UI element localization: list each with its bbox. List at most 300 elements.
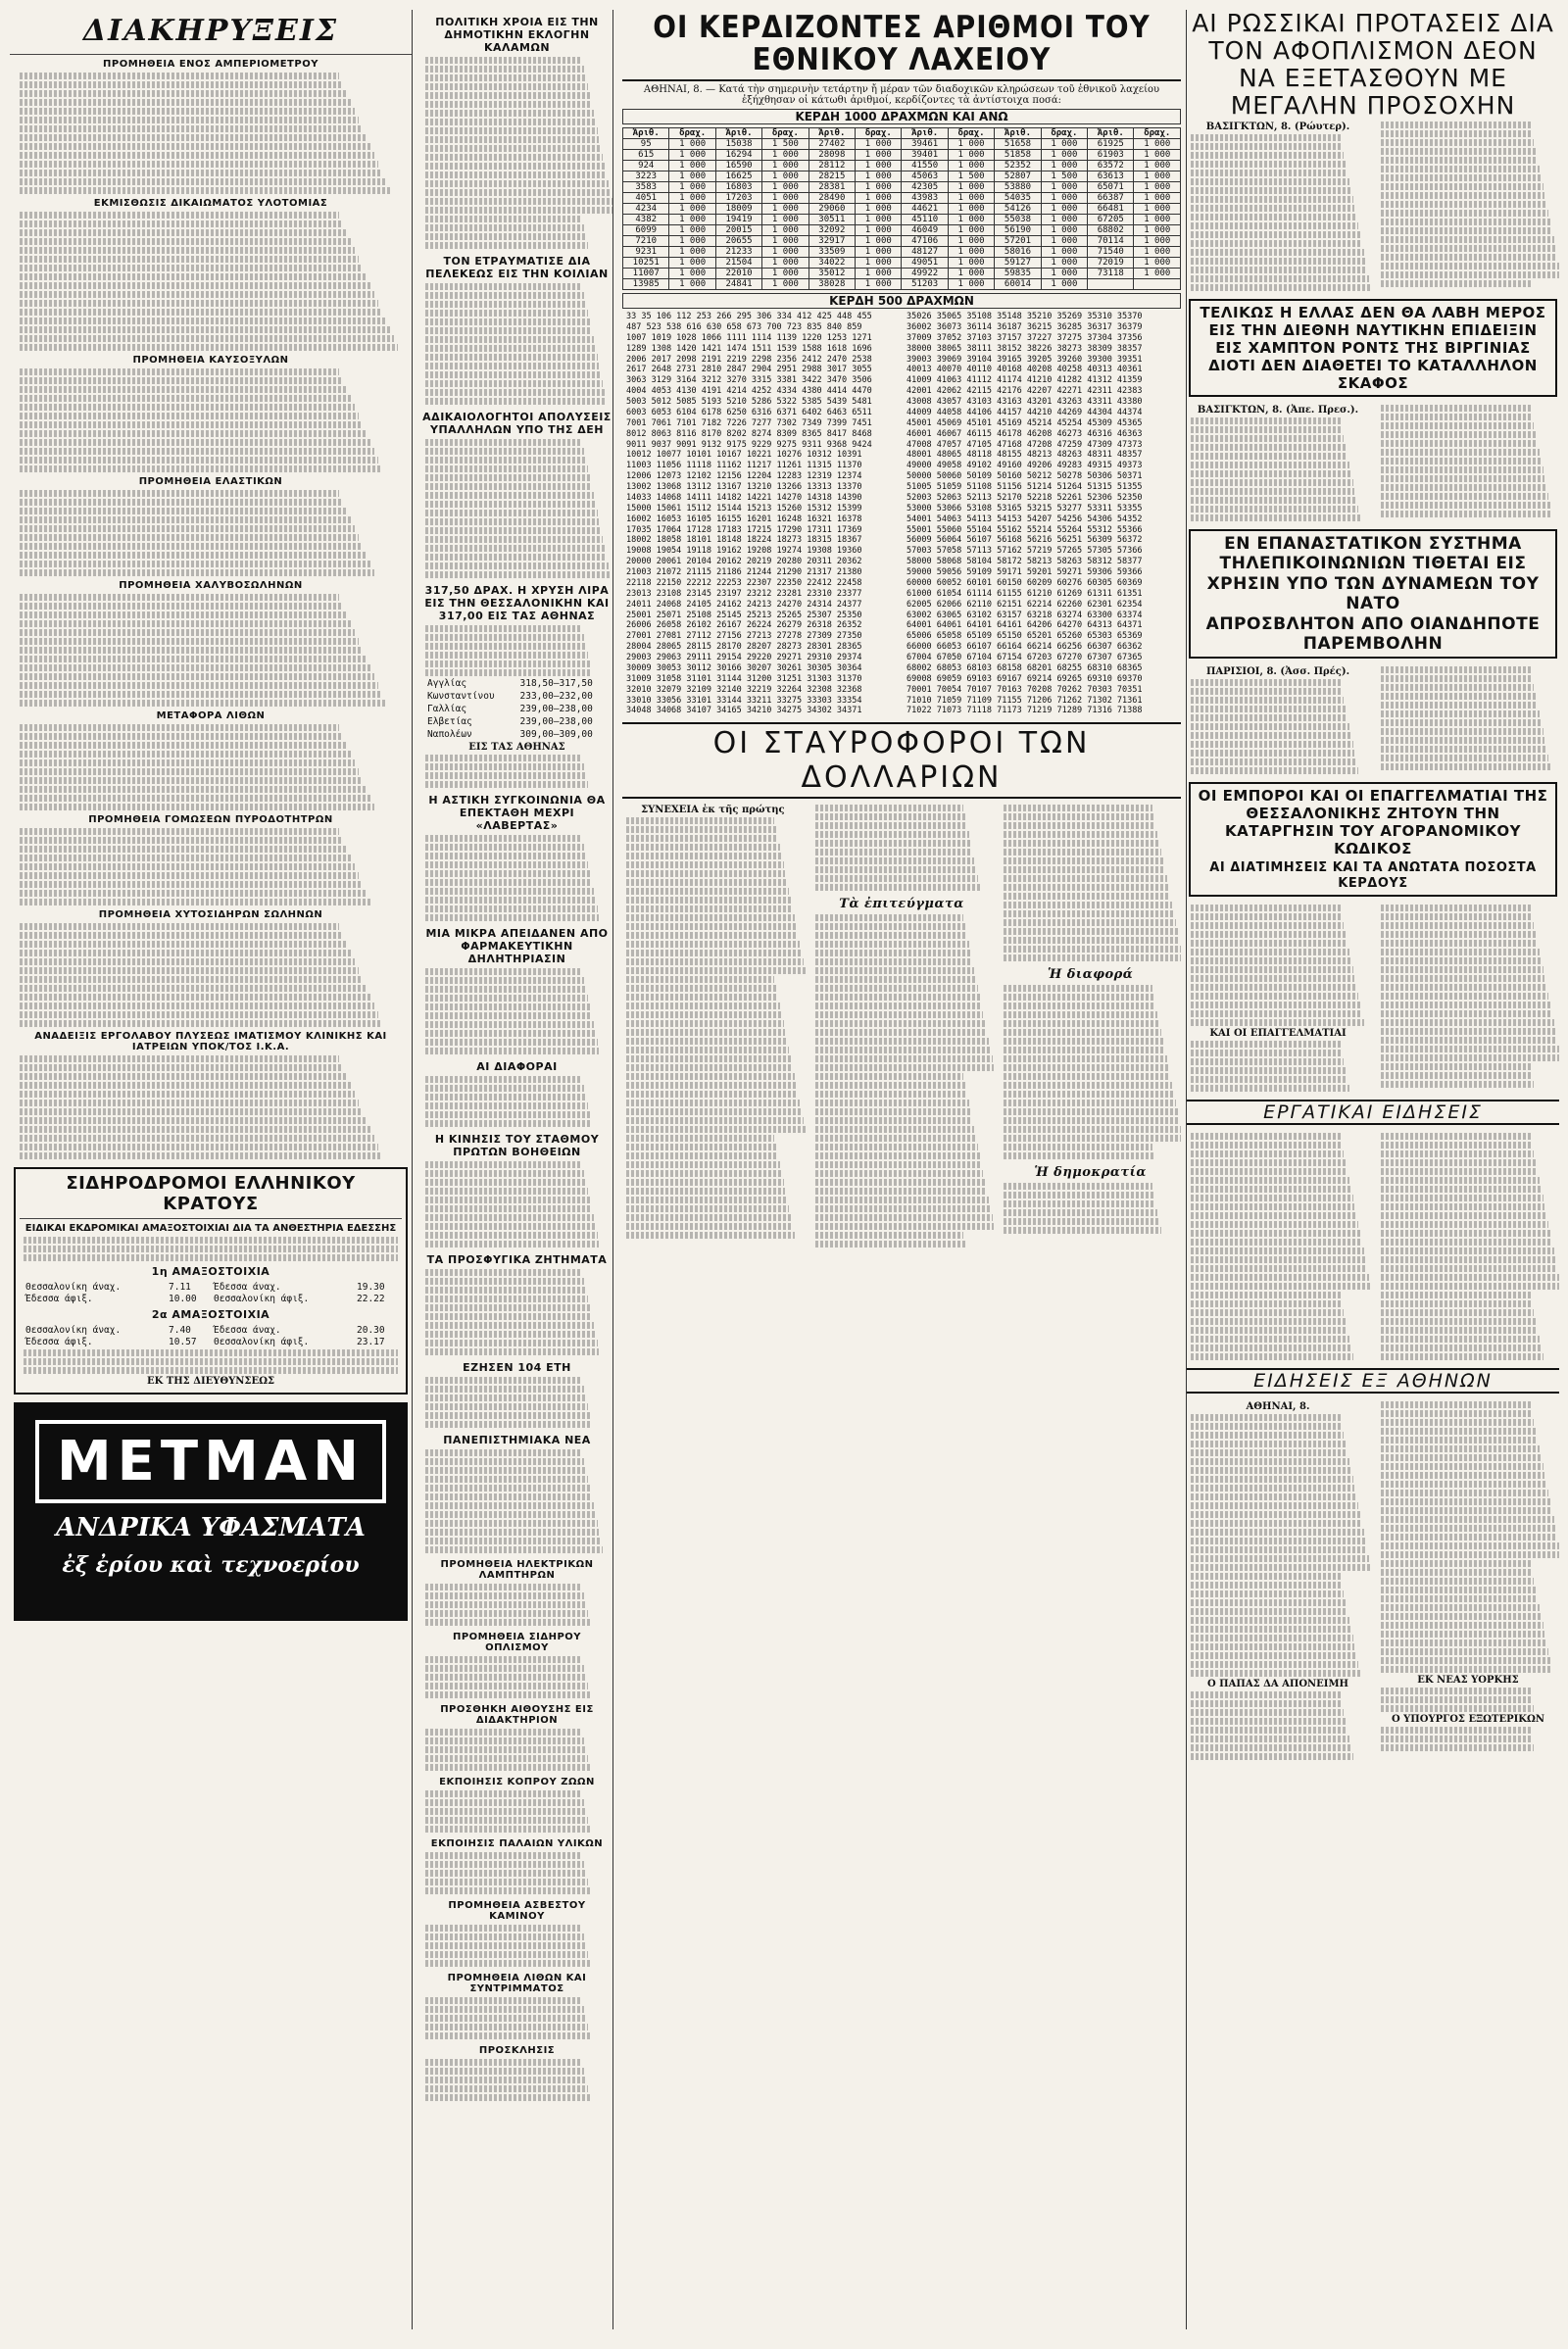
text-line bbox=[1381, 1010, 1552, 1017]
nato-subheadline: ΑΠΡΟΣΒΛΗΤΟΝ ΑΠΟ ΟΙΑΝΔΗΠΟΤΕ ΠΑΡΕΜΒΟΛΗΝ bbox=[1205, 613, 1541, 654]
number-line: 57003 57058 57113 57162 57219 57265 57305 57366 bbox=[906, 546, 1143, 557]
text-line bbox=[1191, 488, 1354, 495]
text-line bbox=[626, 914, 795, 921]
text-line bbox=[20, 552, 367, 559]
text-line bbox=[425, 163, 605, 170]
table-row bbox=[623, 161, 1181, 171]
notice-item bbox=[16, 476, 406, 576]
number-line: 5003 5012 5085 5193 5210 5286 5322 5385 5439 5481 bbox=[626, 397, 872, 408]
text-line bbox=[815, 1197, 989, 1203]
table-cell: 1 000 bbox=[669, 161, 715, 171]
text-line bbox=[1381, 1463, 1544, 1470]
text-line bbox=[626, 853, 782, 859]
column-b-notice: ΠΡΟΣΚΛΗΣΙΣ bbox=[478, 2045, 556, 2056]
text-line bbox=[1191, 1617, 1349, 1624]
text-line bbox=[425, 1619, 590, 1626]
text-line bbox=[815, 1073, 963, 1080]
text-line bbox=[425, 171, 607, 178]
text-line bbox=[815, 1223, 995, 1230]
text-line bbox=[20, 81, 343, 88]
text-line bbox=[20, 187, 390, 194]
table-cell: 1 000 bbox=[948, 193, 994, 204]
text-line bbox=[20, 1011, 378, 1018]
text-line bbox=[1191, 1248, 1364, 1254]
table-cell: 1 000 bbox=[762, 150, 808, 161]
merchants-box bbox=[1189, 782, 1557, 896]
table-cell: 39461 bbox=[902, 139, 948, 150]
table-cell: 59835 bbox=[995, 269, 1041, 279]
text-line bbox=[1381, 1401, 1531, 1408]
text-line bbox=[20, 863, 355, 870]
table-cell: 56190 bbox=[995, 225, 1041, 236]
text-line bbox=[20, 318, 386, 324]
text-line bbox=[425, 483, 592, 490]
text-line bbox=[626, 1232, 795, 1239]
table-cell: 63613 bbox=[1088, 171, 1134, 182]
text-line bbox=[1381, 675, 1532, 682]
text-line bbox=[425, 1223, 596, 1230]
text-line bbox=[1191, 161, 1346, 168]
number-line: 67004 67050 67104 67154 67203 67270 67307 67365 bbox=[906, 653, 1143, 663]
table-cell: 1 000 bbox=[1041, 279, 1087, 290]
text-line bbox=[815, 831, 969, 838]
text-line bbox=[1381, 1587, 1536, 1593]
number-line: 53000 53066 53108 53165 53215 53277 53311 53355 bbox=[906, 503, 1143, 514]
text-line bbox=[1191, 1608, 1348, 1615]
text-line bbox=[20, 967, 359, 974]
table-cell: 1 000 bbox=[1041, 269, 1087, 279]
text-line bbox=[1381, 693, 1536, 700]
text-line bbox=[20, 534, 359, 541]
table-cell: 1 500 bbox=[1041, 171, 1087, 182]
text-line bbox=[425, 870, 590, 877]
table-cell: 1 000 bbox=[856, 193, 902, 204]
notices-list bbox=[10, 59, 412, 1159]
table-cell: 1 000 bbox=[856, 279, 902, 290]
table-cell: 34022 bbox=[808, 258, 855, 269]
table-cell: 3223 bbox=[623, 171, 669, 182]
text-line bbox=[1191, 1353, 1353, 1360]
table-cell: 1 000 bbox=[1041, 139, 1087, 150]
crusaders-sub-3: Ἡ δημοκρατία bbox=[1034, 1165, 1147, 1181]
text-line bbox=[425, 371, 601, 378]
lottery-headline: ΟΙ ΚΕΡΔΙΖΟΝΤΕΣ ΑΡΙΘΜΟΙ ΤΟΥ ΕΘΝΙΚΟΥ ΛΑΧΕΙΟΥ bbox=[622, 10, 1181, 81]
text-line bbox=[1004, 1029, 1161, 1036]
text-line bbox=[1004, 1200, 1155, 1207]
text-line bbox=[815, 840, 971, 847]
text-line bbox=[20, 212, 339, 219]
notice-title: ΠΡΟΜΗΘΕΙΑ ΚΑΥΣΟΞΥΛΩΝ bbox=[132, 355, 289, 366]
text-line bbox=[1191, 741, 1353, 748]
text-line bbox=[1004, 910, 1174, 917]
notice-item bbox=[16, 909, 406, 1027]
text-line bbox=[1191, 205, 1354, 212]
table-cell: 54035 bbox=[995, 193, 1041, 204]
text-line bbox=[1381, 728, 1544, 735]
timetable-1: Θεσσαλονίκη άναχ. 7.11 Έδεσσα άναχ. 19.30 Έδεσσα άφιξ. 10.00 Θεσσαλονίκη άφιξ. 22.22 bbox=[25, 1282, 385, 1304]
text-line bbox=[626, 932, 798, 939]
table-cell: 1 000 bbox=[669, 139, 715, 150]
number-line: 7001 7061 7101 7182 7226 7277 7302 7349 7399 7451 bbox=[626, 417, 872, 428]
notice-item bbox=[16, 580, 406, 707]
text-line bbox=[1191, 1691, 1341, 1698]
prize-1000-heading: ΚΕΡΔΗ 1000 ΔΡΑΧΜΩΝ ΚΑΙ ΑΝΩ bbox=[622, 109, 1181, 124]
text-line bbox=[1191, 134, 1341, 141]
text-line bbox=[20, 178, 386, 185]
table-header: Ἀριθ. bbox=[1088, 128, 1134, 139]
table-cell: 20655 bbox=[715, 236, 761, 247]
text-line bbox=[1381, 1309, 1534, 1316]
table-cell: 1 000 bbox=[1134, 193, 1181, 204]
column-lottery bbox=[622, 10, 1181, 2329]
number-line: 11003 11056 11118 11162 11217 11261 11315 11370 bbox=[626, 461, 862, 471]
table-cell: 1 000 bbox=[856, 225, 902, 236]
text-line bbox=[20, 985, 367, 992]
table-cell: 1 000 bbox=[762, 161, 808, 171]
text-line bbox=[1381, 1595, 1538, 1602]
table-cell: 67205 bbox=[1088, 215, 1134, 225]
text-line bbox=[626, 1047, 789, 1053]
text-line bbox=[626, 1020, 784, 1027]
text-line bbox=[425, 2077, 586, 2083]
number-line: 20000 20061 20104 20162 20219 20280 20311 20362 bbox=[626, 557, 862, 567]
newspaper-page bbox=[10, 10, 1558, 2329]
table-cell: 54126 bbox=[995, 204, 1041, 215]
text-line bbox=[815, 866, 976, 873]
number-line: 13002 13068 13112 13167 13210 13266 13313 13370 bbox=[626, 482, 862, 493]
text-line bbox=[425, 145, 601, 152]
text-line bbox=[425, 1205, 592, 1212]
text-line bbox=[1191, 417, 1341, 424]
column-b-headline: Η ΚΙΝΗΣΙΣ ΤΟΥ ΣΤΑΘΜΟΥ ΠΡΩΤΩΝ ΒΟΗΘΕΙΩΝ bbox=[434, 1133, 600, 1158]
text-line bbox=[425, 1790, 582, 1797]
text-line bbox=[626, 941, 800, 948]
text-line bbox=[425, 1485, 590, 1492]
text-line bbox=[425, 1021, 594, 1028]
text-line bbox=[626, 888, 789, 895]
text-line bbox=[815, 1091, 967, 1098]
text-line bbox=[1004, 1038, 1163, 1045]
text-line bbox=[20, 881, 363, 888]
table-cell: 18009 bbox=[715, 204, 761, 215]
table-cell: 41550 bbox=[902, 161, 948, 171]
text-line bbox=[1381, 139, 1534, 146]
crusaders-col-3 bbox=[1000, 803, 1181, 1249]
text-line bbox=[425, 634, 584, 641]
text-line bbox=[1191, 679, 1341, 686]
text-line bbox=[425, 1511, 596, 1518]
number-line: 34048 34068 34107 34165 34210 34275 34302 34371 bbox=[626, 706, 862, 716]
text-line bbox=[425, 318, 590, 325]
text-line bbox=[1381, 702, 1538, 709]
text-line bbox=[1381, 263, 1559, 269]
text-line bbox=[425, 1102, 588, 1109]
crusaders-article bbox=[622, 803, 1181, 1249]
text-line bbox=[1191, 1221, 1358, 1228]
notice-title: ΕΚΜΙΣΘΩΣΙΣ ΔΙΚΑΙΩΜΑΤΟΣ ΥΛΟΤΟΜΙΑΣ bbox=[93, 198, 328, 209]
number-line: 51005 51059 51108 51156 51214 51264 51315 51355 bbox=[906, 482, 1143, 493]
text-line bbox=[1381, 1327, 1538, 1334]
table-cell: 1 000 bbox=[856, 269, 902, 279]
text-line bbox=[1191, 1476, 1353, 1483]
text-line bbox=[1004, 849, 1161, 856]
table-cell: 1 000 bbox=[948, 225, 994, 236]
text-line bbox=[1191, 1582, 1342, 1589]
text-line bbox=[20, 855, 351, 861]
text-line bbox=[1381, 1159, 1536, 1166]
text-line bbox=[815, 805, 963, 811]
text-line bbox=[1381, 922, 1534, 929]
text-line bbox=[425, 1493, 592, 1500]
text-line bbox=[1191, 1485, 1354, 1492]
lottery-lead: ΑΘΗΝΑΙ, 8. — Κατά τὴν σημερινὴν τετάρτην ἤ μέραν τῶν διαδοχικῶν κληρώσεων τοῦ ἐθνικοῦ λαχείου ἐξήχθησαν οἱ κάτωθι ἀριθμοί, κερδίζοντες τὰ ἀντίστοιχα ποσά: bbox=[643, 84, 1160, 107]
text-line bbox=[20, 404, 355, 411]
text-line bbox=[425, 180, 609, 187]
number-line: 2006 2017 2098 2191 2219 2298 2356 2412 2470 2538 bbox=[626, 354, 872, 365]
text-line bbox=[425, 1094, 586, 1101]
table-cell: 1 000 bbox=[1041, 215, 1087, 225]
text-line bbox=[1191, 1133, 1341, 1140]
text-line bbox=[815, 1179, 986, 1186]
text-line bbox=[425, 74, 586, 81]
text-line bbox=[1191, 435, 1344, 442]
text-line bbox=[425, 1529, 599, 1536]
text-line bbox=[425, 1278, 584, 1285]
table-cell: 1 000 bbox=[1134, 139, 1181, 150]
text-line bbox=[425, 1412, 590, 1419]
table-cell: 38028 bbox=[808, 279, 855, 290]
text-line bbox=[1381, 1744, 1534, 1751]
table-cell: 70114 bbox=[1088, 236, 1134, 247]
text-line bbox=[1191, 1203, 1354, 1210]
number-line: 38000 38065 38111 38152 38226 38273 38309 38357 bbox=[906, 343, 1143, 354]
text-line bbox=[425, 1287, 586, 1294]
text-line bbox=[425, 1960, 590, 1967]
number-line: 36002 36073 36114 36187 36215 36285 36317 36379 bbox=[906, 321, 1143, 332]
text-line bbox=[425, 1188, 588, 1195]
text-line bbox=[425, 545, 605, 552]
text-line bbox=[1191, 1159, 1346, 1166]
number-line: 6003 6053 6104 6178 6250 6316 6371 6402 6463 6511 bbox=[626, 407, 872, 417]
notice-item bbox=[16, 814, 406, 905]
number-line: 70001 70054 70107 70163 70208 70262 70303 70351 bbox=[906, 684, 1143, 695]
text-line bbox=[1191, 143, 1342, 150]
table-header: δραχ. bbox=[762, 128, 808, 139]
table-cell: 1 000 bbox=[1134, 171, 1181, 182]
number-line: 19008 19054 19118 19162 19208 19274 19308 19360 bbox=[626, 546, 862, 557]
table-cell: 1 000 bbox=[762, 225, 808, 236]
table-header: δραχ. bbox=[948, 128, 994, 139]
table-cell: 4382 bbox=[623, 215, 669, 225]
railway-first-train: 1η ΑΜΑΞΟΣΤΟΙΧΙΑ bbox=[151, 1265, 270, 1278]
text-line bbox=[425, 2059, 582, 2066]
text-line bbox=[425, 380, 603, 387]
number-line: 65006 65058 65109 65150 65201 65260 65303 65369 bbox=[906, 631, 1143, 642]
text-line bbox=[425, 1313, 592, 1320]
text-line bbox=[1004, 919, 1175, 926]
table-cell: 61903 bbox=[1088, 150, 1134, 161]
table-cell: 6099 bbox=[623, 225, 669, 236]
table-cell: 615 bbox=[623, 150, 669, 161]
table-cell: 20015 bbox=[715, 225, 761, 236]
table-cell: 28215 bbox=[808, 171, 855, 182]
winners-table bbox=[622, 127, 1181, 290]
column-b-headline: ΠΑΝΕΠΙΣΤΗΜΙΑΚΑ ΝΕΑ bbox=[443, 1434, 591, 1446]
text-line bbox=[425, 669, 592, 676]
text-line bbox=[1381, 166, 1540, 172]
text-line bbox=[815, 1020, 986, 1027]
text-line bbox=[815, 1126, 975, 1133]
table-cell: 63572 bbox=[1088, 161, 1134, 171]
text-line bbox=[20, 768, 359, 775]
number-line: 10012 10077 10101 10167 10221 10276 10312 10391 bbox=[626, 450, 862, 461]
text-line bbox=[425, 1322, 594, 1329]
table-cell: 24841 bbox=[715, 279, 761, 290]
text-line bbox=[20, 673, 374, 680]
text-line bbox=[1381, 1037, 1557, 1044]
text-line bbox=[1191, 984, 1356, 991]
text-line bbox=[1381, 1300, 1532, 1307]
text-line bbox=[425, 301, 586, 308]
text-line bbox=[425, 363, 599, 369]
number-line: 33 35 106 112 253 266 295 306 334 412 425 448 455 bbox=[626, 312, 872, 322]
text-line bbox=[1381, 1437, 1538, 1444]
table-cell: 60014 bbox=[995, 279, 1041, 290]
text-line bbox=[425, 1232, 598, 1239]
table-cell bbox=[1088, 279, 1134, 290]
table-cell: 16625 bbox=[715, 171, 761, 182]
text-line bbox=[1381, 1239, 1552, 1246]
table-cell: 1 000 bbox=[948, 279, 994, 290]
text-line bbox=[425, 2015, 586, 2022]
text-line bbox=[1381, 1498, 1550, 1505]
text-line bbox=[1381, 130, 1532, 137]
table-cell: 1 000 bbox=[1134, 258, 1181, 269]
number-line: 44009 44058 44106 44157 44210 44269 44304 44374 bbox=[906, 407, 1143, 417]
text-line bbox=[1381, 1551, 1559, 1558]
text-line bbox=[1381, 1186, 1542, 1193]
crusaders-col-2 bbox=[811, 803, 993, 1249]
text-line bbox=[1381, 1019, 1554, 1026]
text-line bbox=[1381, 949, 1540, 955]
text-line bbox=[1004, 805, 1152, 811]
number-line: 8012 8063 8116 8170 8202 8274 8309 8365 8417 8468 bbox=[626, 428, 872, 439]
text-line bbox=[1381, 1666, 1552, 1673]
table-cell: 11007 bbox=[623, 269, 669, 279]
text-line bbox=[1191, 1239, 1362, 1246]
text-line bbox=[20, 291, 374, 298]
text-line bbox=[425, 625, 582, 632]
prize-500-heading: ΚΕΡΔΗ 500 ΔΡΑΧΜΩΝ bbox=[622, 293, 1181, 309]
text-line bbox=[626, 844, 780, 851]
bottom-item-3: Ο ΥΠΟΥΡΓΟΣ ΕΞΩΤΕΡΙΚΩΝ bbox=[1391, 1713, 1545, 1725]
column-b-headline: ΑΙ ΔΙΑΦΟΡΑΙ bbox=[476, 1060, 558, 1073]
text-line bbox=[815, 914, 963, 921]
text-line bbox=[1381, 1195, 1544, 1201]
text-line bbox=[1381, 1631, 1544, 1638]
table-cell: 1 000 bbox=[948, 236, 994, 247]
column-b-headline: ΜΙΑ ΜΙΚΡΑ ΑΠΕΙΔΑΝΕΝ ΑΠΟ ΦΑΡΜΑΚΕΥΤΙΚΗΝ ΔΗΛΗΤΗΡΙΑΣΙΝ bbox=[425, 927, 609, 965]
text-line bbox=[1381, 755, 1548, 761]
text-line bbox=[1381, 684, 1534, 691]
number-line: 48001 48065 48118 48155 48213 48263 48311 48357 bbox=[906, 450, 1143, 461]
text-line bbox=[1191, 258, 1366, 265]
number-line: 23013 23108 23145 23197 23212 23281 23310 23377 bbox=[626, 588, 862, 599]
text-line bbox=[1381, 1613, 1542, 1620]
text-line bbox=[20, 543, 363, 550]
text-line bbox=[20, 499, 343, 506]
text-line bbox=[815, 1205, 991, 1212]
number-line: 1007 1019 1028 1066 1111 1114 1139 1220 1253 1271 bbox=[626, 332, 872, 343]
text-line bbox=[815, 967, 975, 974]
text-line bbox=[1381, 1265, 1557, 1272]
table-cell: 1 000 bbox=[669, 182, 715, 193]
text-line bbox=[626, 1126, 806, 1133]
text-line bbox=[20, 220, 343, 227]
table-cell: 1 000 bbox=[762, 269, 808, 279]
number-line: 47008 47057 47105 47168 47208 47259 47309 47373 bbox=[906, 439, 1143, 450]
text-line bbox=[1191, 966, 1353, 973]
text-line bbox=[20, 508, 347, 514]
text-line bbox=[1191, 1283, 1371, 1290]
text-line bbox=[1191, 1529, 1364, 1536]
text-line bbox=[425, 1304, 590, 1311]
text-line bbox=[1381, 1081, 1534, 1088]
table-cell: 3583 bbox=[623, 182, 669, 193]
text-line bbox=[1381, 737, 1544, 744]
column-b-headline: 317,50 ΔΡΑΧ. Η ΧΡΥΣΗ ΛΙΡΑ ΕΙΣ ΤΗΝ ΘΕΣΣΑΛΟΝΙΚΗΝ ΚΑΙ 317,00 ΕΙΣ ΤΑΣ ΑΘΗΝΑΣ bbox=[424, 584, 610, 622]
text-line bbox=[20, 594, 339, 601]
text-line bbox=[20, 282, 370, 289]
table-cell: 49922 bbox=[902, 269, 948, 279]
text-line bbox=[1381, 1133, 1531, 1140]
text-line bbox=[425, 1610, 588, 1617]
text-line bbox=[1191, 1318, 1346, 1325]
text-line bbox=[425, 763, 584, 770]
text-line bbox=[1191, 940, 1348, 947]
railway-title: ΣΙΔΗΡΟΔΡΟΜΟΙ ΕΛΛΗΝΙΚΟΥ ΚΡΑΤΟΥΣ bbox=[66, 1173, 356, 1214]
text-line bbox=[20, 368, 339, 375]
text-line bbox=[1191, 1274, 1369, 1281]
text-line bbox=[1381, 1054, 1559, 1061]
text-line bbox=[20, 941, 347, 948]
table-cell: 9231 bbox=[623, 247, 669, 258]
athens-news-headline: ΕΙΔΗΣΕΙΣ ΕΞ ΑΘΗΝΩΝ bbox=[1187, 1368, 1559, 1394]
text-line bbox=[425, 661, 590, 667]
text-line bbox=[425, 1887, 590, 1894]
text-line bbox=[1381, 1150, 1534, 1157]
text-line bbox=[425, 283, 582, 290]
text-line bbox=[1381, 210, 1548, 217]
notice-title: ΠΡΟΜΗΘΕΙΑ ΧΑΛΥΒΟΣΩΛΗΝΩΝ bbox=[119, 580, 303, 591]
text-line bbox=[1004, 1091, 1174, 1098]
notice-title: ΠΡΟΜΗΘΕΙΑ ΕΛΑΣΤΙΚΩΝ bbox=[138, 476, 283, 487]
text-line bbox=[1381, 1221, 1548, 1228]
number-line: 33010 33056 33101 33144 33211 33275 33303 33354 bbox=[626, 695, 862, 706]
column-announcements bbox=[10, 10, 413, 2329]
table-cell: 30511 bbox=[808, 215, 855, 225]
text-line bbox=[425, 1395, 586, 1401]
table-cell: 61925 bbox=[1088, 139, 1134, 150]
athens-subhead: ΕΙΣ ΤΑΣ ΑΘΗΝΑΣ bbox=[468, 742, 565, 753]
text-line bbox=[20, 335, 394, 342]
table-header: Ἀριθ. bbox=[902, 128, 948, 139]
text-line bbox=[1191, 1336, 1349, 1343]
text-line bbox=[1381, 1454, 1542, 1461]
text-line bbox=[1381, 511, 1552, 517]
text-line bbox=[1004, 928, 1177, 935]
column-b-notice: ΕΚΠΟΙΗΣΙΣ ΚΟΠΡΟΥ ΖΩΩΝ bbox=[439, 1777, 595, 1787]
